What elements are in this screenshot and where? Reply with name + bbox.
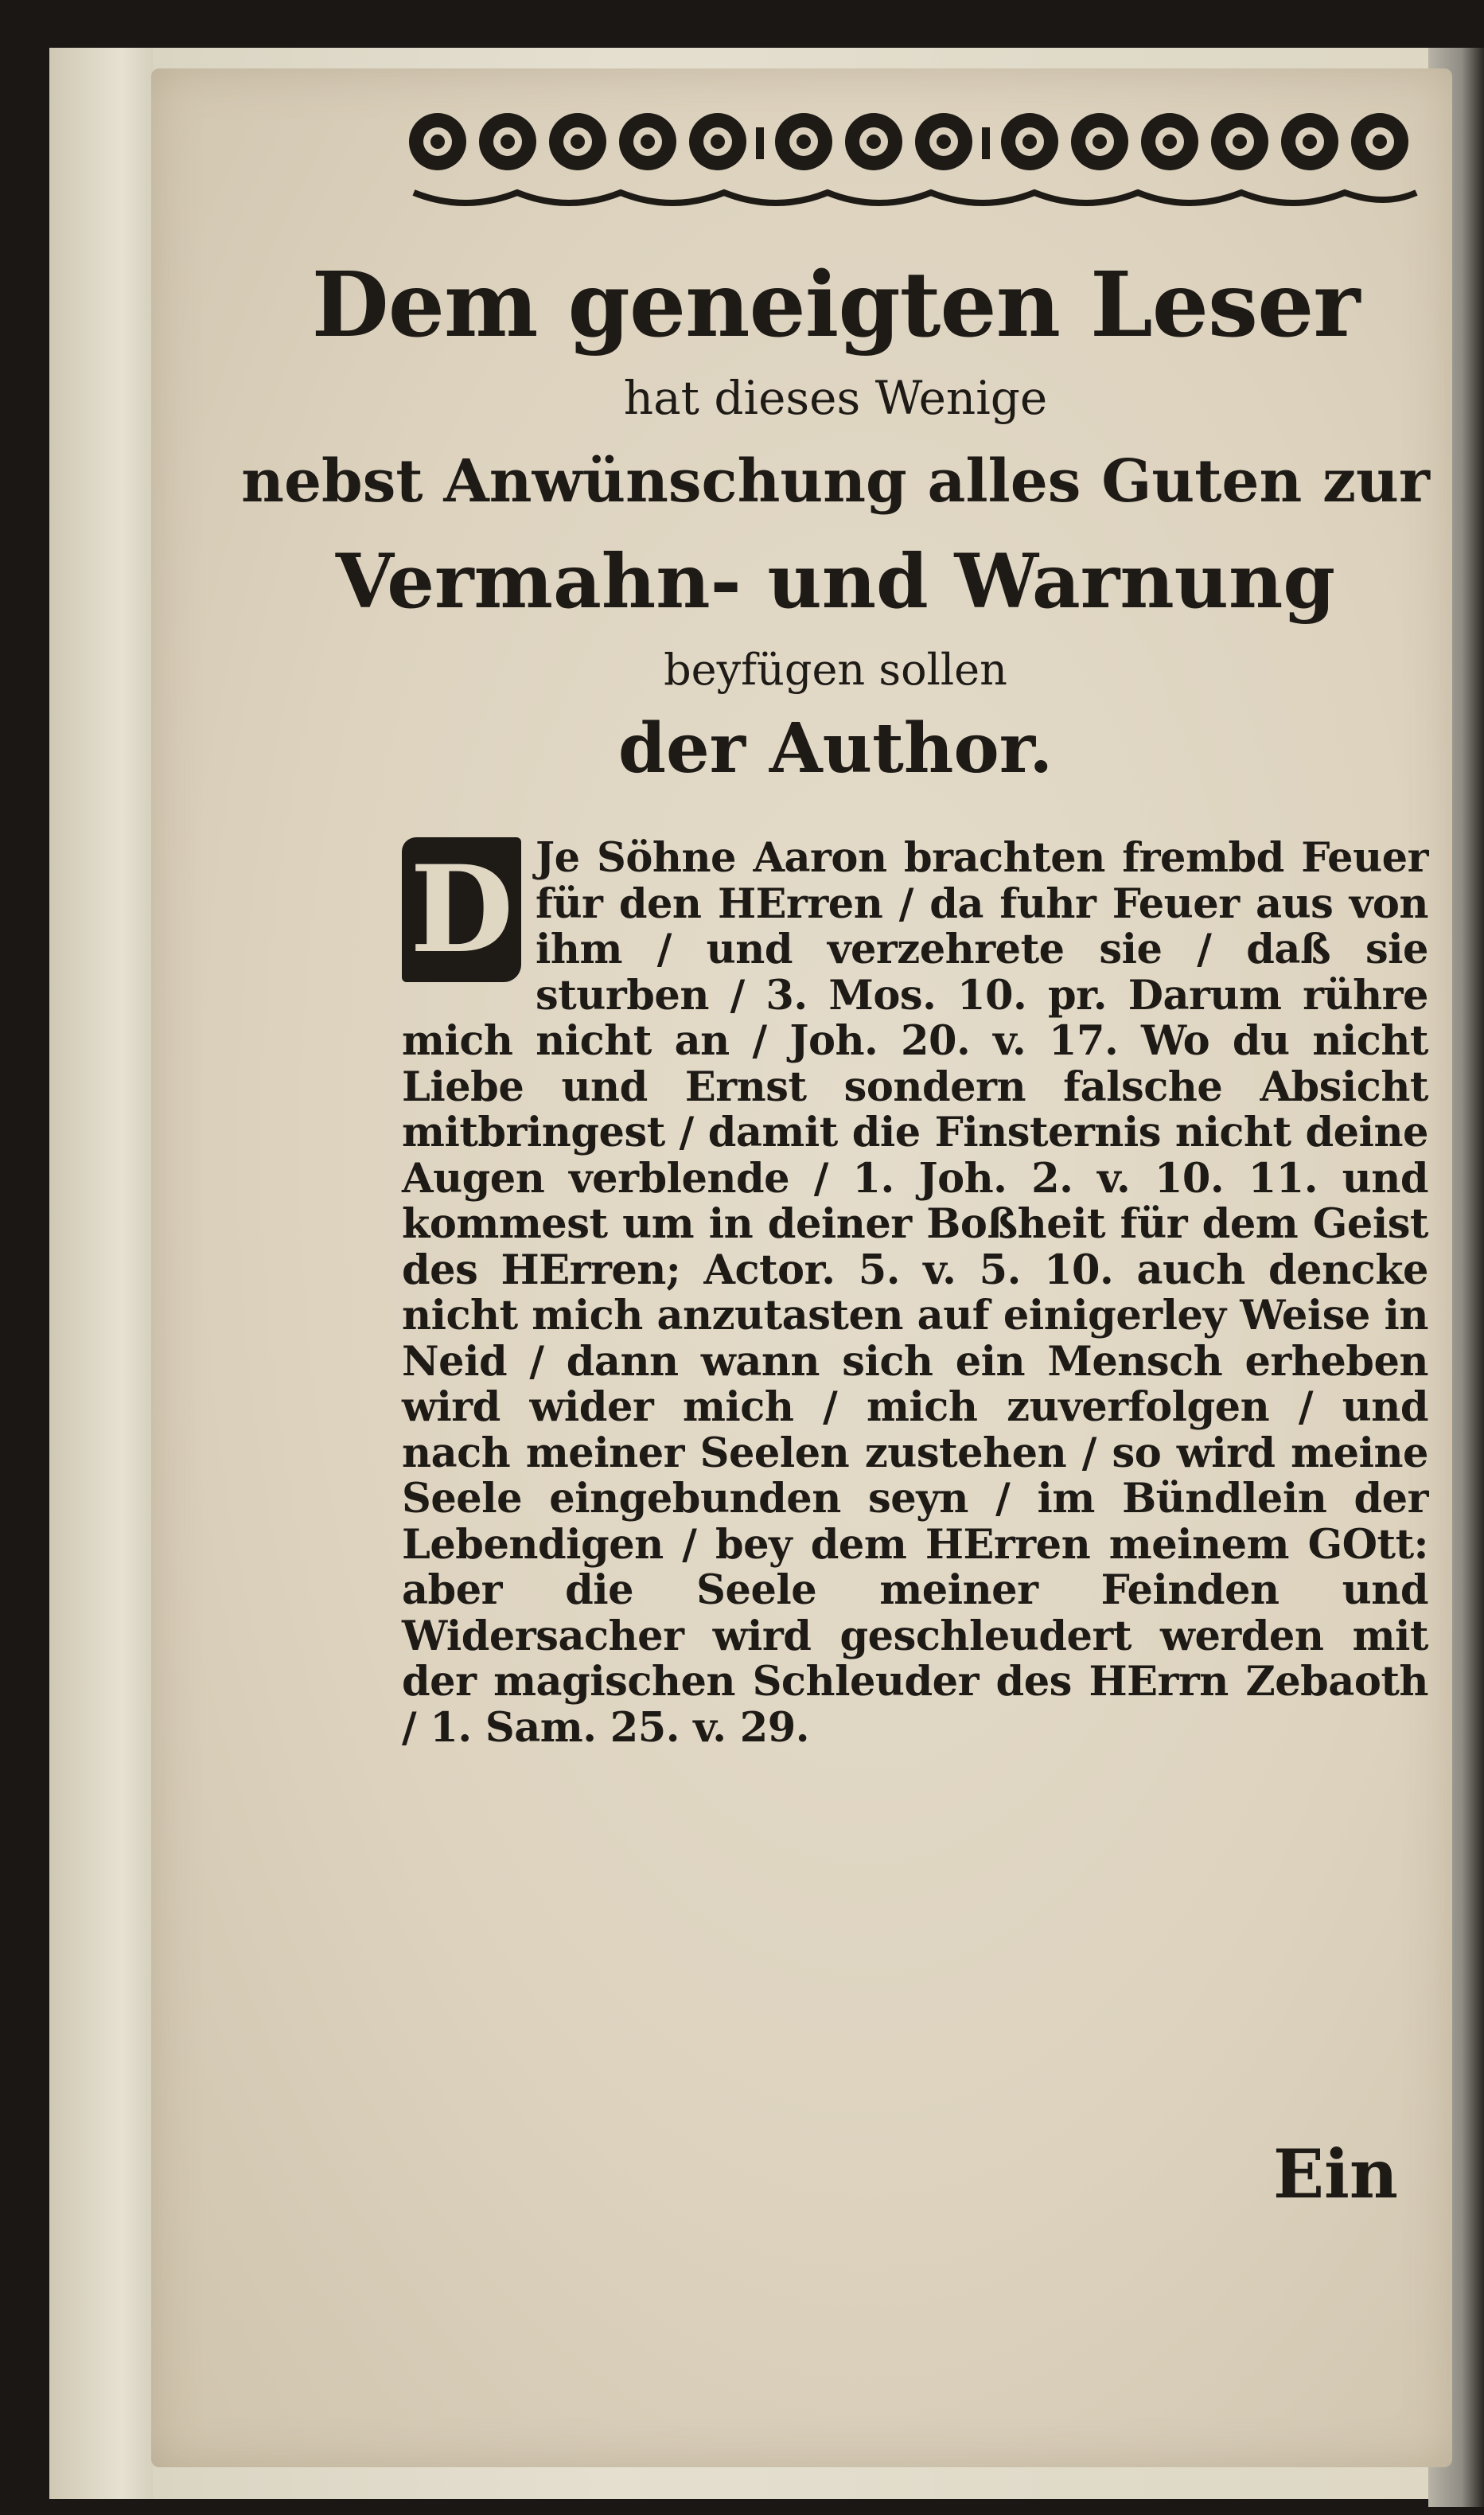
body-paragraph bbox=[402, 836, 1428, 1751]
spine-strip bbox=[49, 48, 153, 2499]
title-line-5: beyfügen sollen bbox=[664, 645, 1007, 695]
catchword: Ein bbox=[1272, 2135, 1398, 2213]
title-line-2: hat dieses Wenige bbox=[623, 371, 1048, 425]
title-line-3: nebst Anwünschung alles Guten zur bbox=[241, 447, 1430, 516]
title-line-1: Dem geneigten Leser bbox=[311, 253, 1360, 357]
title-line-4: Vermahn- und Warnung bbox=[335, 538, 1336, 626]
title-line-6: der Author. bbox=[617, 708, 1054, 789]
drop-cap-initial: D bbox=[402, 837, 521, 982]
rosette-ornament-icon bbox=[406, 103, 1424, 215]
body-text: Je Söhne Aaron brachten frembd Feuer für den HErren / da fuhr Feuer aus von ihm / und verzehrete sie / daß sie sturben / 3. Mos. 10. pr. Darum rühre mich nicht an / Joh. 20. v. 17. Wo du nicht Liebe und Ernst sondern falsche Absicht mitbringest / damit die Finsternis nicht deine Augen verblende / 1. Joh. 2. v. 10. 11. und kommest um in deiner Boßheit für dem Geist des HErren; Actor. 5. v. 5. 10. auch dencke nicht mich anzutasten auf einigerley Weise in Neid / dann wann sich ein Mensch erheben wird wider mich / mich zuverfolgen / und nach meiner Seelen zustehen / so wird meine Seele eingebunden seyn / im Bündlein der Lebendigen / bey dem HErren meinem GOtt: aber die Seele meiner Feinden und Widersacher wird geschleudert werden mit der magischen Schleuder des HErrn Zebaoth / 1. Sam. 25. v. 29. bbox=[402, 834, 1428, 1752]
